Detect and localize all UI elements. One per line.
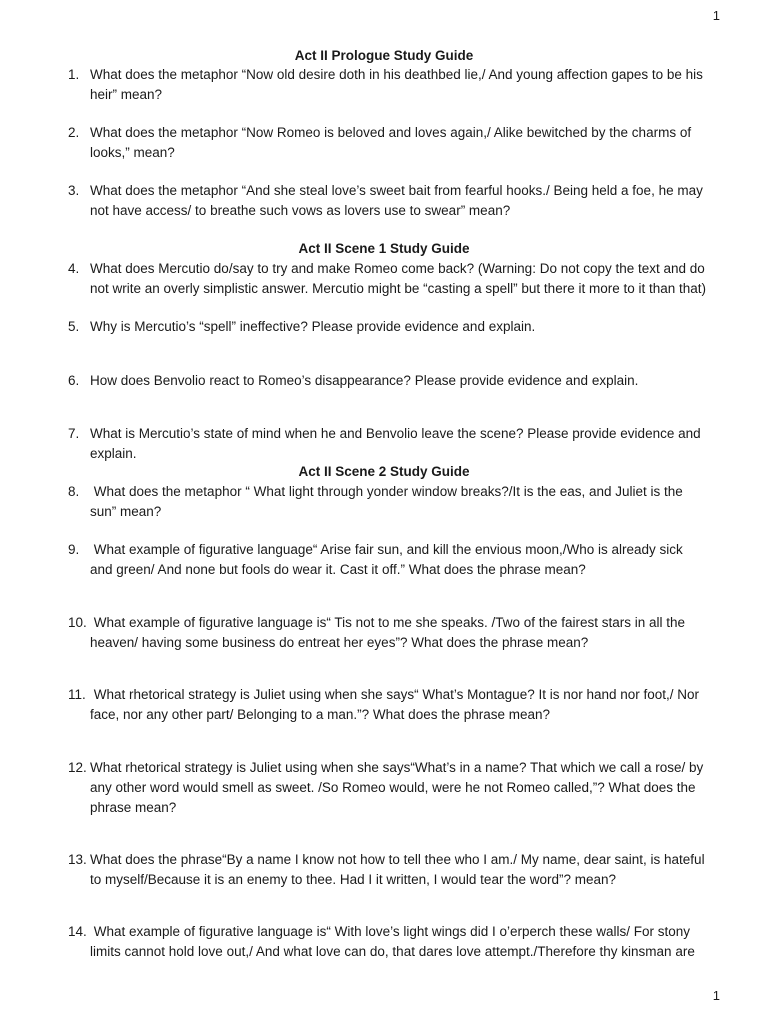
- question-item: [68, 65, 728, 105]
- section-heading: Act II Scene 1 Study Guide: [298, 241, 470, 256]
- question-text-cont: heaven/ having some business do entreat her eyes”? What does the phrase mean?: [90, 635, 589, 650]
- question-text: What example of figurative language is“ With love’s light wings did I o’erperch these walls/ For stony: [90, 924, 691, 939]
- question-text-cont: looks,” mean?: [90, 145, 175, 160]
- question-text: What rhetorical strategy is Juliet using when she says“ What’s Montague? It is nor hand nor foot,/ Nor: [90, 687, 700, 702]
- question-item: [68, 850, 728, 890]
- question-text: How does Benvolio react to Romeo’s disappearance? Please provide evidence and explain.: [90, 373, 639, 388]
- section-heading: Act II Prologue Study Guide: [294, 48, 474, 63]
- question-text-cont: limits cannot hold love out,/ And what love can do, that dares love attempt./Therefore thy kinsman are: [90, 944, 695, 959]
- question-text: What does the metaphor “Now old desire doth in his deathbed lie,/ And young affection gapes to be his: [90, 67, 703, 82]
- question-number: 7.: [68, 426, 80, 441]
- question-item: [68, 922, 728, 962]
- question-text-cont: sun” mean?: [90, 504, 162, 519]
- question-text-cont: not have access/ to breathe such vows as lovers use to swear” mean?: [90, 203, 511, 218]
- question-number: 12.: [68, 760, 87, 775]
- question-number: 6.: [68, 373, 80, 388]
- question-text-cont: explain.: [90, 446, 137, 461]
- question-text: What rhetorical strategy is Juliet using when she says“What’s in a name? That which we call a rose/ by: [90, 760, 704, 775]
- question-text-cont: phrase mean?: [90, 800, 177, 815]
- question-item: [68, 685, 728, 725]
- question-text-cont: not write an overly simplistic answer. Mercutio might be “casting a spell” but there it more to it than that): [90, 281, 707, 296]
- question-number: 14.: [68, 924, 87, 939]
- question-text: What does the metaphor “ What light through yonder window breaks?/It is the eas, and Juliet is the: [90, 484, 683, 499]
- question-item: [68, 424, 728, 464]
- question-text: What does the metaphor “Now Romeo is beloved and loves again,/ Alike bewitched by the charms of: [90, 125, 692, 140]
- question-text: What does the phrase“By a name I know not how to tell thee who I am./ My name, dear saint, is hateful: [90, 852, 705, 867]
- question-item: [68, 123, 728, 163]
- question-text-cont: heir” mean?: [90, 87, 163, 102]
- question-item: [68, 259, 728, 299]
- section-heading: Act II Scene 2 Study Guide: [298, 464, 470, 479]
- question-item: [68, 181, 728, 221]
- question-number: 5.: [68, 319, 80, 334]
- question-text: What example of figurative language“ Arise fair sun, and kill the envious moon,/Who is already sick: [90, 542, 683, 557]
- question-text: What does the metaphor “And she steal love’s sweet bait from fearful hooks./ Being held a foe, he may: [90, 183, 703, 198]
- question-item: [68, 371, 728, 391]
- page-number-top: 1: [712, 8, 720, 23]
- question-text: What example of figurative language is“ Tis not to me she speaks. /Two of the fairest stars in all the: [90, 615, 686, 630]
- question-text: What is Mercutio’s state of mind when he and Benvolio leave the scene? Please provide evidence and: [90, 426, 701, 441]
- question-number: 8.: [68, 484, 80, 499]
- question-number: 11.: [68, 687, 86, 702]
- question-number: 1.: [68, 67, 80, 82]
- question-item: [68, 758, 728, 818]
- question-text: What does Mercutio do/say to try and make Romeo come back? (Warning: Do not copy the text and do: [90, 261, 705, 276]
- question-number: 3.: [68, 183, 80, 198]
- question-text-cont: to myself/Because it is an enemy to thee. Had I it written, I would tear the word”? mean?: [90, 872, 617, 887]
- question-text: Why is Mercutio’s “spell” ineffective? Please provide evidence and explain.: [90, 319, 536, 334]
- question-number: 13.: [68, 852, 87, 867]
- question-number: 2.: [68, 125, 80, 140]
- question-text-cont: any other word would smell as sweet. /So Romeo would, were he not Romeo called,”? What does the: [90, 780, 696, 795]
- question-number: 9.: [68, 542, 80, 557]
- question-item: [68, 540, 728, 580]
- page-number-bottom: 1: [712, 988, 720, 1003]
- question-text-cont: and green/ And none but fools do wear it. Cast it off.” What does the phrase mean?: [90, 562, 586, 577]
- question-item: [68, 317, 728, 337]
- question-number: 4.: [68, 261, 80, 276]
- question-item: [68, 613, 728, 653]
- question-item: [68, 482, 728, 522]
- question-number: 10.: [68, 615, 87, 630]
- question-text-cont: face, nor any other part/ Belonging to a man.”? What does the phrase mean?: [90, 707, 551, 722]
